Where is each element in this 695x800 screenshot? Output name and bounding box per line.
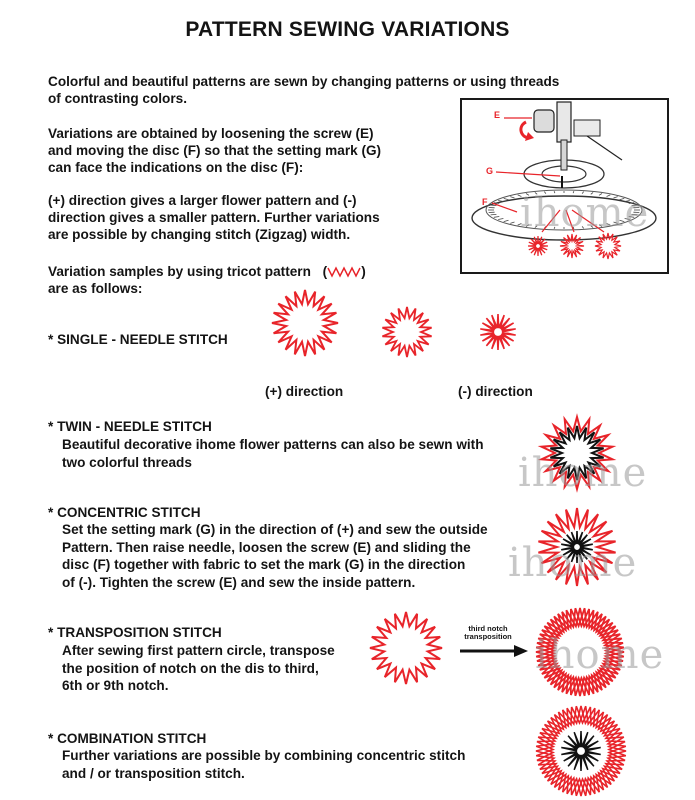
transposition-arrow-icon <box>460 644 530 658</box>
intro-paragraph-4 <box>48 263 468 280</box>
intro-paragraph-2: Variations are obtained by loosening the screw (E) and moving the disc (F) so that the setting mark (G) can face the indications on the disc (F): <box>48 126 382 175</box>
single-flower-small <box>478 312 518 352</box>
watermark-1: ihome <box>520 190 650 236</box>
intro-paragraph-4b: are as follows: <box>48 281 143 296</box>
machine-diagram <box>460 98 669 274</box>
label-e: E <box>494 110 501 120</box>
tricot-pattern-icon <box>327 266 361 278</box>
plus-direction-label: (+) direction <box>265 384 344 399</box>
single-needle-heading: * SINGLE - NEEDLE STITCH <box>48 332 228 347</box>
combination-heading: * COMBINATION STITCH <box>48 731 207 746</box>
page-title: PATTERN SEWING VARIATIONS <box>185 18 510 41</box>
single-flower-large <box>270 288 340 358</box>
transposition-body: After sewing first pattern circle, transpose the position of notch on the dis to third, 6th or 9th notch. <box>62 643 335 693</box>
label-f: F <box>482 197 488 207</box>
minus-direction-label: (-) direction <box>458 384 533 399</box>
watermark-3: ihome <box>508 540 638 586</box>
transposition-heading: * TRANSPOSITION STITCH <box>48 625 222 640</box>
transposition-arrow-label: third notch transposition <box>464 624 512 641</box>
transposition-flower-single <box>368 610 444 686</box>
concentric-body: Set the setting mark (G) in the direction of (+) and sew the outside Pattern. Then raise needle, loosen the screw (E) and sliding the disc (F) together with fabric to set the mark (G) in the direction of (-). Tighten the screw (E) and sew the inside pattern. <box>62 522 488 590</box>
twin-needle-body: Beautiful decorative ihome flower patterns can also be sewn with two colorful threads <box>62 437 484 470</box>
single-flower-medium <box>380 305 434 359</box>
watermark-4: ihome <box>535 632 665 678</box>
intro-paragraph-1: Colorful and beautiful patterns are sewn by changing patterns or using threads of contrasting colors. <box>48 74 560 106</box>
watermark-2: ihome <box>518 450 648 496</box>
intro-paragraph-3: (+) direction gives a larger flower pattern and (-) direction gives a smaller pattern. Further variations are possible by changing stitch (Zigzag) width. <box>48 193 380 242</box>
combination-flower <box>534 704 628 798</box>
machine-diagram-drawing <box>462 100 667 272</box>
twin-needle-heading: * TWIN - NEEDLE STITCH <box>48 419 212 434</box>
tricot-close-paren: ) <box>361 264 366 279</box>
combination-body: Further variations are possible by combining concentric stitch and / or transposition stitch. <box>62 748 466 781</box>
intro-paragraph-4-text: Variation samples by using tricot pattern <box>48 264 311 279</box>
concentric-heading: * CONCENTRIC STITCH <box>48 505 201 520</box>
label-g: G <box>486 166 494 176</box>
tricot-open-paren: ( <box>322 264 328 279</box>
